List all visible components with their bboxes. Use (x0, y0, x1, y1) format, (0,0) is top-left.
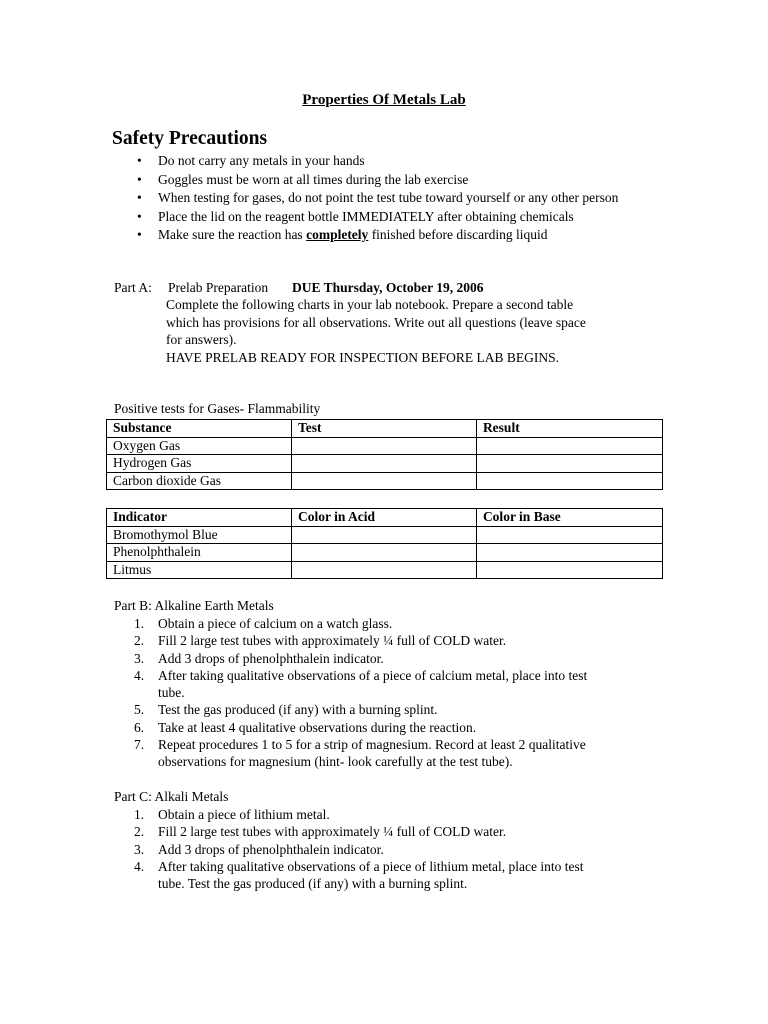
procedure-step: 1. Obtain a piece of calcium on a watch glass. (134, 616, 393, 631)
procedure-step: 1. Obtain a piece of lithium metal. (134, 807, 330, 822)
part-c-steps (114, 806, 654, 892)
column-header: Test (291, 420, 476, 438)
procedure-step: 3. Add 3 drops of phenolphthalein indicator. (134, 841, 384, 857)
table-cell (476, 437, 662, 455)
table-caption: Positive tests for Gases- Flammability (114, 401, 321, 416)
procedure-step: 7. Repeat procedures 1 to 5 for a strip of magnesium. Record at least 2 qualitative observations for magnesium (hint- look carefully at the test tube). (134, 737, 586, 770)
part-a-header (114, 280, 484, 296)
table-row (107, 437, 663, 455)
safety-item: • Make sure the reaction has completely finished before discarding liquid (112, 226, 652, 245)
table-cell (291, 455, 476, 473)
table-cell (476, 455, 662, 473)
emphasis-word: completely (306, 227, 369, 242)
instruction-line: for answers). (166, 332, 237, 348)
part-a-label: Part A: (114, 280, 152, 295)
table-cell: Hydrogen Gas (107, 455, 292, 473)
table-cell (291, 526, 476, 544)
part-a-instructions (166, 296, 656, 366)
column-header: Color in Base (476, 509, 662, 527)
procedure-step: 2. Fill 2 large test tubes with approximately ¼ full of COLD water. (134, 633, 507, 649)
table-cell: Oxygen Gas (107, 437, 292, 455)
procedure-step: 3. Add 3 drops of phenolphthalein indicator. (134, 650, 384, 666)
gas-tests-table (106, 419, 663, 490)
safety-item: • Goggles must be worn at all times during the lab exercise (112, 171, 652, 190)
table-cell (476, 561, 662, 579)
safety-item: • When testing for gases, do not point the test tube toward yourself or any other person (112, 189, 652, 208)
table-cell: Bromothymol Blue (107, 526, 292, 544)
table-cell (291, 544, 476, 562)
column-header: Indicator (107, 509, 292, 527)
table-row (107, 526, 663, 544)
procedure-step: 2. Fill 2 large test tubes with approximately ¼ full of COLD water. (134, 824, 507, 840)
table-cell: Phenolphthalein (107, 544, 292, 562)
instruction-line: Complete the following charts in your lab notebook. Prepare a second table (166, 297, 574, 312)
table-row (107, 561, 663, 579)
document-title: Properties Of Metals Lab (302, 92, 466, 108)
table-header-row (107, 509, 663, 527)
table-cell: Carbon dioxide Gas (107, 472, 292, 490)
table-row (107, 472, 663, 490)
procedure-step: 4. After taking qualitative observations of a piece of calcium metal, place into test tube. (134, 667, 588, 701)
column-header: Result (476, 420, 662, 438)
procedure-step: 5. Test the gas produced (if any) with a burning splint. (134, 702, 438, 718)
part-a-due-date: DUE Thursday, October 19, 2006 (292, 280, 484, 295)
part-b-steps (114, 615, 654, 771)
safety-heading: Safety Precautions (112, 128, 268, 149)
indicator-table (106, 508, 663, 579)
safety-item: • Place the lid on the reagent bottle IMMEDIATELY after obtaining chemicals (112, 208, 652, 227)
column-header: Color in Acid (291, 509, 476, 527)
part-b-heading: Part B: Alkaline Earth Metals (114, 598, 274, 613)
table-cell (476, 526, 662, 544)
table-row (107, 544, 663, 562)
instruction-line: HAVE PRELAB READY FOR INSPECTION BEFORE LAB BEGINS. (166, 349, 560, 365)
column-header: Substance (107, 420, 292, 438)
table-cell (291, 437, 476, 455)
table-cell (291, 561, 476, 579)
table-cell (291, 472, 476, 490)
table-cell (476, 472, 662, 490)
table-header-row (107, 420, 663, 438)
procedure-step: 6. Take at least 4 qualitative observations during the reaction. (134, 719, 477, 735)
safety-item: • Do not carry any metals in your hands (112, 152, 652, 171)
part-a-subtitle: Prelab Preparation (168, 280, 269, 295)
table-row (107, 455, 663, 473)
instruction-line: which has provisions for all observations. Write out all questions (leave space (166, 314, 586, 330)
table-cell: Litmus (107, 561, 292, 579)
safety-list (112, 152, 652, 245)
part-c-heading: Part C: Alkali Metals (114, 789, 229, 804)
procedure-step: 4. After taking qualitative observations of a piece of lithium metal, place into test tube. Test the gas produced (if any) with a burning splint. (134, 858, 584, 892)
table-cell (476, 544, 662, 562)
